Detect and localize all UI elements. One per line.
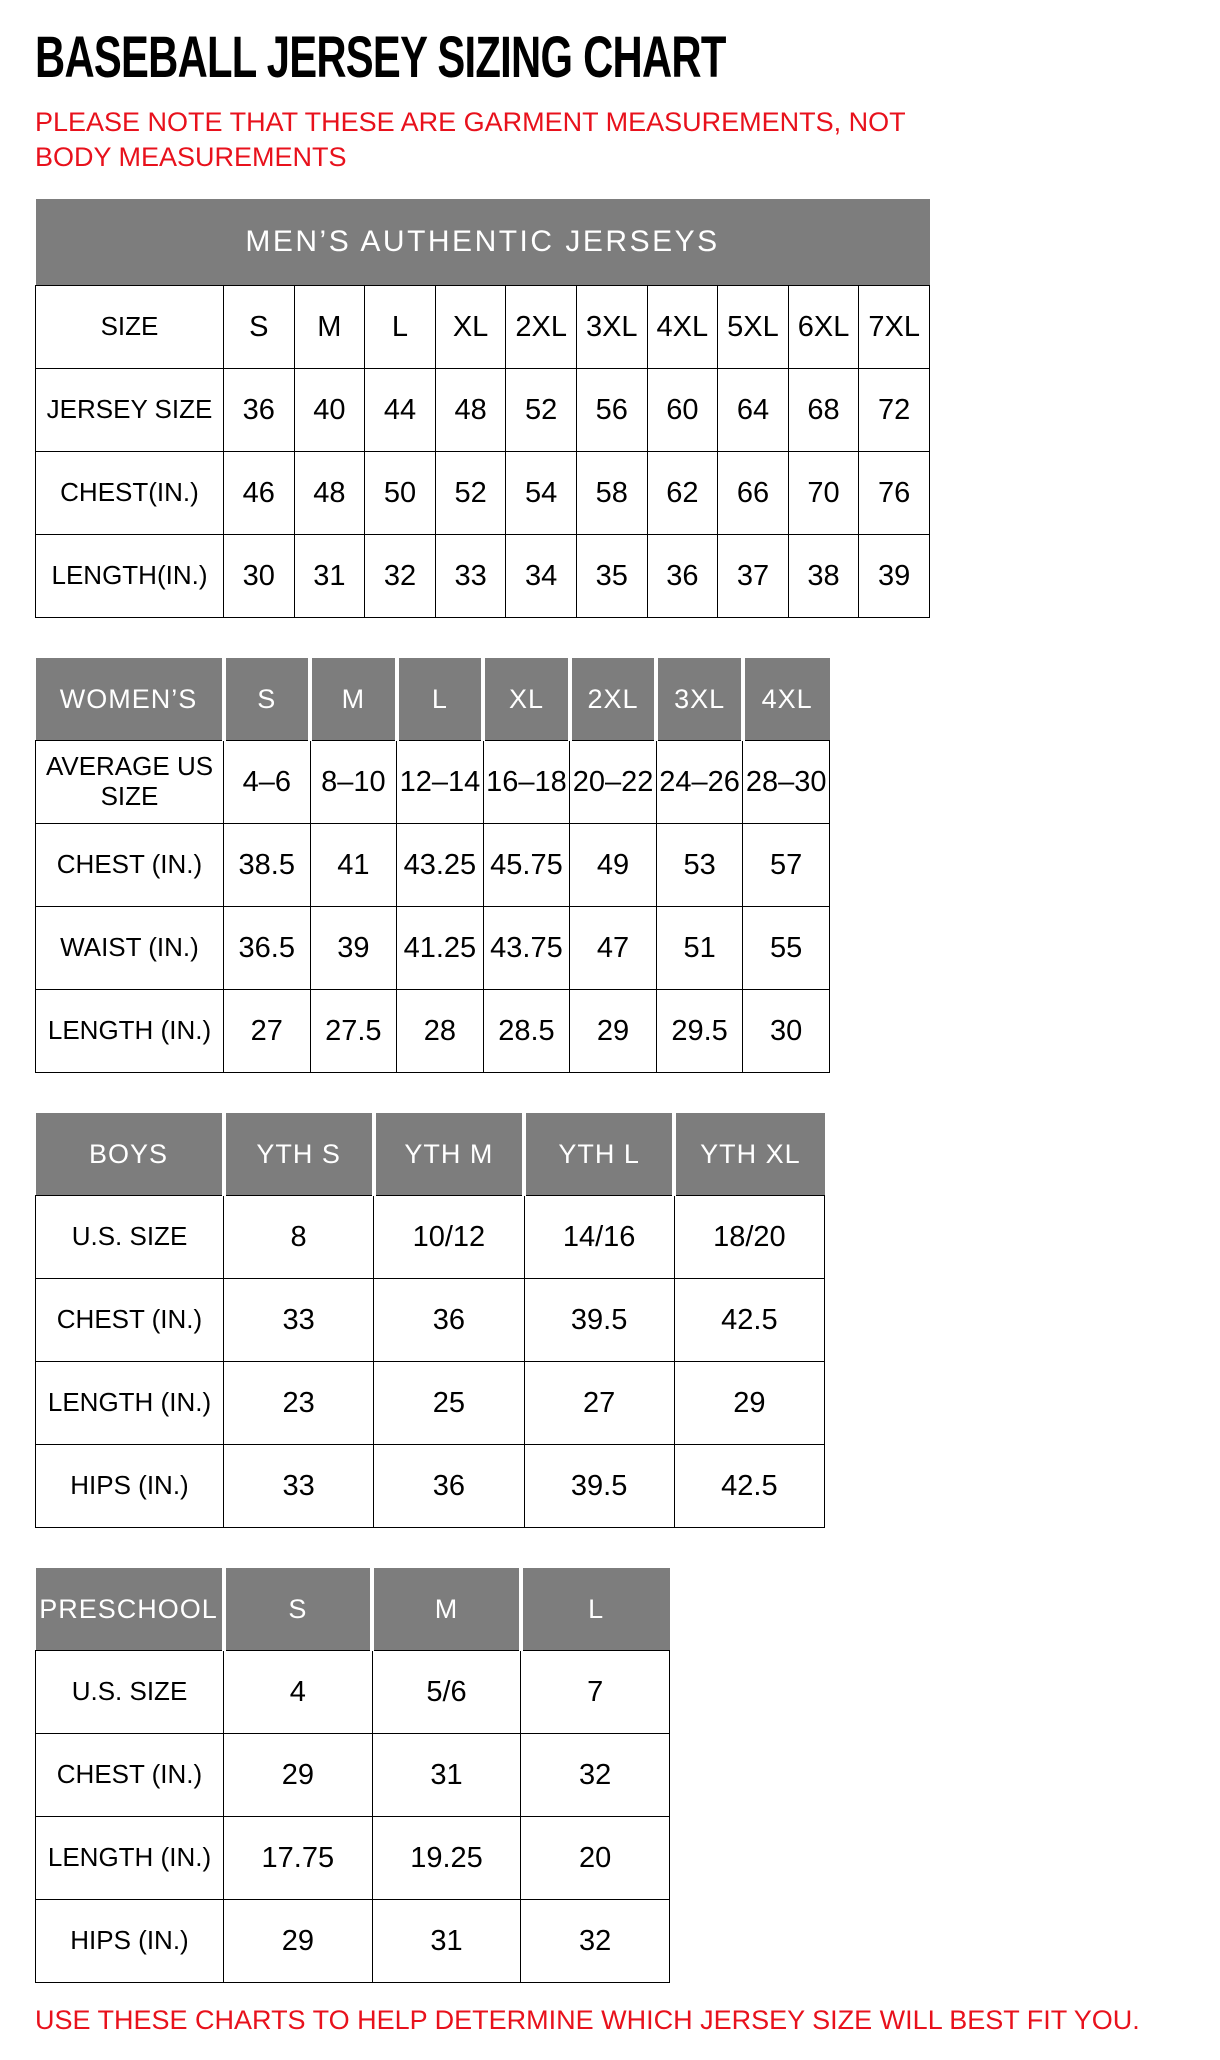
header-label-cell: BOYS (36, 1113, 224, 1196)
value-cell: 4 (224, 1651, 373, 1734)
value-cell: 27 (524, 1362, 674, 1445)
garment-measurement-note: PLEASE NOTE THAT THESE ARE GARMENT MEASUREMENTS, NOT BODY MEASUREMENTS (35, 107, 906, 173)
value-cell: 37 (718, 535, 789, 618)
value-cell: 25 (374, 1362, 524, 1445)
value-cell: 54 (506, 452, 577, 535)
value-cell: 48 (294, 452, 365, 535)
table-row (36, 1817, 670, 1900)
value-cell: 49 (570, 824, 657, 907)
value-cell: 39.5 (524, 1279, 674, 1362)
value-cell: 51 (656, 907, 743, 990)
value-cell: 24–26 (656, 741, 743, 824)
table-row (36, 1196, 825, 1279)
row-label-cell: U.S. SIZE (36, 1651, 224, 1734)
boys-sizing-table (35, 1113, 825, 1528)
page-title: BASEBALL JERSEY SIZING CHART (35, 25, 726, 90)
table-row (36, 1279, 825, 1362)
value-cell: 6XL (788, 286, 859, 369)
value-cell: 35 (576, 535, 647, 618)
row-label-cell: SIZE (36, 286, 224, 369)
value-cell: 36.5 (224, 907, 311, 990)
value-cell: 58 (576, 452, 647, 535)
value-cell: 20–22 (570, 741, 657, 824)
footer-note: USE THESE CHARTS TO HELP DETERMINE WHICH JERSEY SIZE WILL BEST FIT YOU. (35, 2005, 1140, 2036)
value-cell: 5/6 (372, 1651, 521, 1734)
value-cell: 27.5 (310, 990, 397, 1073)
row-label-cell: CHEST(IN.) (36, 452, 224, 535)
value-cell: 32 (521, 1900, 670, 1983)
value-cell: 33 (224, 1445, 374, 1528)
value-cell: 38.5 (224, 824, 311, 907)
value-cell: 36 (647, 535, 718, 618)
value-cell: 5XL (718, 286, 789, 369)
value-cell: 39.5 (524, 1445, 674, 1528)
value-cell: 19.25 (372, 1817, 521, 1900)
size-header-cell: 3XL (656, 658, 743, 741)
table-row (36, 452, 930, 535)
value-cell: 60 (647, 369, 718, 452)
row-label-cell: WAIST (IN.) (36, 907, 224, 990)
value-cell: 43.25 (397, 824, 484, 907)
value-cell: 33 (435, 535, 506, 618)
table-header-row (36, 1568, 670, 1651)
value-cell: 68 (788, 369, 859, 452)
size-header-cell: S (224, 1568, 373, 1651)
row-label-cell: CHEST (IN.) (36, 1279, 224, 1362)
womens-sizing-table (35, 658, 830, 1073)
preschool-sizing-table (35, 1568, 670, 1983)
table-row (36, 1651, 670, 1734)
table-banner: MEN’S AUTHENTIC JERSEYS (36, 199, 930, 286)
value-cell: M (294, 286, 365, 369)
value-cell: 41 (310, 824, 397, 907)
value-cell: 36 (374, 1445, 524, 1528)
size-header-cell: YTH S (224, 1113, 374, 1196)
value-cell: 47 (570, 907, 657, 990)
value-cell: 52 (435, 452, 506, 535)
value-cell: 44 (365, 369, 436, 452)
table-row (36, 1900, 670, 1983)
value-cell: 3XL (576, 286, 647, 369)
row-label-cell: LENGTH (IN.) (36, 1362, 224, 1445)
row-label-cell: U.S. SIZE (36, 1196, 224, 1279)
value-cell: 28–30 (743, 741, 830, 824)
value-cell: 33 (224, 1279, 374, 1362)
value-cell: 10/12 (374, 1196, 524, 1279)
header-label-cell: PRESCHOOL (36, 1568, 224, 1651)
header-label-cell: WOMEN’S (36, 658, 224, 741)
size-header-cell: XL (483, 658, 570, 741)
row-label-cell: HIPS (IN.) (36, 1900, 224, 1983)
value-cell: 20 (521, 1817, 670, 1900)
value-cell: 4XL (647, 286, 718, 369)
value-cell: 42.5 (674, 1445, 824, 1528)
value-cell: 12–14 (397, 741, 484, 824)
table-header-row (36, 658, 830, 741)
row-label-cell: CHEST (IN.) (36, 824, 224, 907)
value-cell: 30 (743, 990, 830, 1073)
value-cell: 36 (374, 1279, 524, 1362)
row-label-cell: LENGTH (IN.) (36, 1817, 224, 1900)
value-cell: 39 (859, 535, 930, 618)
table-row (36, 824, 830, 907)
value-cell: 40 (294, 369, 365, 452)
value-cell: 29 (570, 990, 657, 1073)
size-header-cell: M (310, 658, 397, 741)
row-label-cell: CHEST (IN.) (36, 1734, 224, 1817)
value-cell: 34 (506, 535, 577, 618)
size-header-cell: YTH XL (674, 1113, 824, 1196)
value-cell: 29 (674, 1362, 824, 1445)
value-cell: 16–18 (483, 741, 570, 824)
value-cell: 66 (718, 452, 789, 535)
value-cell: 31 (372, 1900, 521, 1983)
table-row (36, 286, 930, 369)
size-header-cell: YTH L (524, 1113, 674, 1196)
value-cell: 46 (224, 452, 295, 535)
size-header-cell: S (224, 658, 311, 741)
value-cell: 8–10 (310, 741, 397, 824)
value-cell: 56 (576, 369, 647, 452)
value-cell: 27 (224, 990, 311, 1073)
value-cell: 70 (788, 452, 859, 535)
row-label-cell: HIPS (IN.) (36, 1445, 224, 1528)
value-cell: 45.75 (483, 824, 570, 907)
size-header-cell: 4XL (743, 658, 830, 741)
table-header-row (36, 1113, 825, 1196)
value-cell: 72 (859, 369, 930, 452)
value-cell: 23 (224, 1362, 374, 1445)
value-cell: XL (435, 286, 506, 369)
size-header-cell: M (372, 1568, 521, 1651)
value-cell: 8 (224, 1196, 374, 1279)
value-cell: 53 (656, 824, 743, 907)
value-cell: 43.75 (483, 907, 570, 990)
value-cell: 14/16 (524, 1196, 674, 1279)
value-cell: 76 (859, 452, 930, 535)
value-cell: 31 (294, 535, 365, 618)
value-cell: 7 (521, 1651, 670, 1734)
value-cell: 29 (224, 1900, 373, 1983)
table-row (36, 1445, 825, 1528)
size-header-cell: L (397, 658, 484, 741)
value-cell: 48 (435, 369, 506, 452)
value-cell: 2XL (506, 286, 577, 369)
value-cell: 64 (718, 369, 789, 452)
value-cell: L (365, 286, 436, 369)
mens-authentic-jerseys-table (35, 199, 930, 618)
table-row (36, 535, 930, 618)
value-cell: 32 (521, 1734, 670, 1817)
value-cell: 41.25 (397, 907, 484, 990)
row-label-cell: LENGTH(IN.) (36, 535, 224, 618)
value-cell: 28 (397, 990, 484, 1073)
value-cell: 57 (743, 824, 830, 907)
value-cell: 29 (224, 1734, 373, 1817)
size-header-cell: L (521, 1568, 670, 1651)
value-cell: 18/20 (674, 1196, 824, 1279)
size-header-cell: 2XL (570, 658, 657, 741)
value-cell: 31 (372, 1734, 521, 1817)
table-banner-row (36, 199, 930, 286)
value-cell: 29.5 (656, 990, 743, 1073)
value-cell: 28.5 (483, 990, 570, 1073)
value-cell: 39 (310, 907, 397, 990)
value-cell: S (224, 286, 295, 369)
row-label-cell: LENGTH (IN.) (36, 990, 224, 1073)
table-row (36, 1362, 825, 1445)
size-header-cell: YTH M (374, 1113, 524, 1196)
value-cell: 62 (647, 452, 718, 535)
table-row (36, 741, 830, 824)
value-cell: 32 (365, 535, 436, 618)
value-cell: 7XL (859, 286, 930, 369)
table-row (36, 369, 930, 452)
value-cell: 17.75 (224, 1817, 373, 1900)
value-cell: 30 (224, 535, 295, 618)
value-cell: 55 (743, 907, 830, 990)
value-cell: 36 (224, 369, 295, 452)
table-row (36, 1734, 670, 1817)
row-label-cell: AVERAGE US SIZE (36, 741, 224, 824)
row-label-cell: JERSEY SIZE (36, 369, 224, 452)
value-cell: 42.5 (674, 1279, 824, 1362)
value-cell: 50 (365, 452, 436, 535)
value-cell: 38 (788, 535, 859, 618)
value-cell: 52 (506, 369, 577, 452)
value-cell: 4–6 (224, 741, 311, 824)
table-row (36, 990, 830, 1073)
table-row (36, 907, 830, 990)
